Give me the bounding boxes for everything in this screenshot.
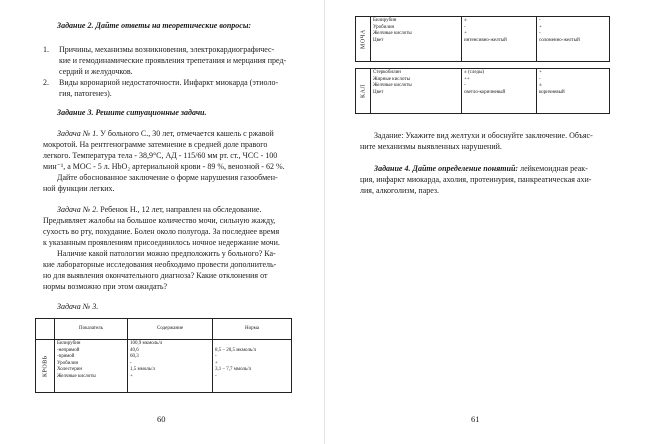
stool-col-indicator bbox=[371, 69, 462, 114]
blood-indicator-4: Уробилин bbox=[57, 360, 79, 366]
urine-table-row bbox=[356, 17, 610, 62]
problem1-line-1 bbox=[57, 128, 274, 139]
problem2-line-6: кие лабораторные исследования необходимо провести дополнитель- bbox=[43, 260, 277, 269]
stool-indicator-1: Стеркобилин bbox=[373, 70, 401, 75]
problem2-line-2: Предъявляет жалобы на большое количество мочи, сильную жажду, bbox=[43, 216, 276, 225]
blood-table-corner bbox=[36, 319, 55, 340]
blood-table bbox=[35, 318, 292, 393]
blood-content-1: 100,9 мкмоль/л bbox=[130, 341, 163, 346]
stool-norm-2: - bbox=[539, 76, 541, 82]
stool-norm-1: + bbox=[539, 70, 542, 75]
blood-table-header-indicator: Показатель bbox=[55, 319, 128, 340]
urine-col-indicator bbox=[371, 17, 462, 62]
page-right bbox=[325, 0, 650, 444]
problem1-line-4: мин⁻¹, а МОС - 5 л. HbO₂ артериальной крови - 89 %, венозной - 62 %. bbox=[43, 162, 285, 171]
blood-table-header-norm: Норма bbox=[213, 319, 292, 340]
problem2-line-1 bbox=[57, 204, 261, 215]
blood-indicator-1: Билирубин bbox=[57, 341, 81, 346]
urine-content-4: интенсивно-желтый bbox=[464, 37, 507, 43]
stool-col-content bbox=[462, 69, 537, 114]
task4-line-3: лия, алкоголизм, парез. bbox=[360, 186, 440, 195]
task4-line-2: ция, инфаркт миокарда, ахолия, протеинурия, панкреатическая ахи- bbox=[360, 175, 592, 184]
instruction-line-2: ните механизмы выявленных нарушений. bbox=[360, 142, 502, 151]
stool-norm-3: ± bbox=[539, 83, 542, 88]
blood-col-content bbox=[128, 340, 213, 393]
blood-norm-5: 3,1 – 7,7 ммоль/л bbox=[215, 367, 252, 372]
task4-title: Задание 4. Дайте определение понятий: bbox=[374, 164, 519, 173]
task2-item-1-number: 1. bbox=[43, 45, 49, 54]
stool-group-label: КАЛ bbox=[356, 69, 371, 114]
problem2-line-5: Наличие какой патологии можно предположить у больного? Ка- bbox=[57, 249, 276, 258]
blood-indicator-3: -прямой bbox=[57, 354, 75, 359]
problem2-line-3: сухость во рту, похудание. Болен около полугода. За последнее время bbox=[43, 227, 280, 236]
problem1-line-5: Дайте обоснованное заключение о форме нарушения газообмен- bbox=[57, 173, 278, 182]
urine-col-norm bbox=[537, 17, 610, 62]
stool-indicator-4: Цвет bbox=[373, 89, 384, 95]
blood-norm-2: 8,5 – 20,5 мкмоль/л bbox=[215, 347, 257, 353]
urine-norm-4: соломенно-желтый bbox=[539, 37, 580, 43]
urine-indicator-1: Билирубин bbox=[373, 18, 397, 23]
stool-content-3: - bbox=[464, 83, 466, 88]
problem1-line-3: легкого. Температура тела - 38,9°С, АД - 115/60 мм рт. ст., ЧСС - 100 bbox=[43, 151, 278, 160]
problem1-label: Задача № 1. bbox=[57, 129, 99, 138]
task2-item-1-line-1: Причины, механизмы возникновения, электрокардиографичес- bbox=[59, 45, 275, 54]
stool-indicator-2: Жирные кислоты bbox=[373, 76, 410, 82]
blood-content-2: 40,6 bbox=[130, 347, 139, 353]
stool-table bbox=[355, 68, 610, 114]
page-number-left: 60 bbox=[157, 414, 166, 424]
stool-content-4: светло-коричневый bbox=[464, 89, 506, 95]
urine-norm-1: - bbox=[539, 18, 541, 23]
urine-content-1: ± bbox=[464, 18, 467, 23]
blood-content-5: 1,5 ммоль/л bbox=[130, 367, 155, 372]
problem1-line-2: мокротой. На рентгенограмме затемнение в средней доле правого bbox=[43, 140, 268, 149]
blood-col-indicator bbox=[55, 340, 128, 393]
urine-indicator-3: Желчные кислоты bbox=[373, 31, 412, 36]
stool-indicator-3: Желчные кислоты bbox=[373, 83, 412, 88]
stool-table-row bbox=[356, 69, 610, 114]
stool-content-2: ++ bbox=[464, 76, 470, 82]
problem2-line-8: нормы возможно при этом ожидать? bbox=[43, 282, 168, 291]
blood-table-header-content: Содержание bbox=[128, 319, 213, 340]
stool-col-norm bbox=[537, 69, 610, 114]
blood-table-header-row bbox=[36, 319, 292, 340]
blood-indicator-6: Желчные кислоты bbox=[57, 373, 96, 379]
blood-table-body-row bbox=[36, 340, 292, 393]
blood-indicator-2: -непрямой bbox=[57, 347, 80, 353]
urine-indicator-2: Уробилин bbox=[373, 24, 395, 30]
task2-item-2-line-2: гия, патогенез). bbox=[59, 89, 112, 98]
task2-item-1-line-2: кие и гемодинамические проявления трепетания и мерцания пред- bbox=[59, 56, 287, 65]
blood-content-3: 60,3 bbox=[130, 354, 139, 359]
instruction-line-1: Задание: Укажите вид желтухи и обоснуйте заключение. Объяс- bbox=[374, 131, 593, 140]
problem2-line-1-text: Ребенок Н., 12 лет, направлен на обследование. bbox=[98, 205, 262, 214]
page-number-right: 61 bbox=[471, 414, 480, 424]
task4-line-1 bbox=[374, 163, 588, 174]
task2-item-1-line-3: сердий и желудочков. bbox=[59, 67, 133, 76]
problem2-line-7: но для выявления окончательного диагноза? Какие отклонения от bbox=[43, 271, 268, 280]
urine-col-content bbox=[462, 17, 537, 62]
task2-item-2-number: 2. bbox=[43, 78, 49, 87]
stool-norm-4: коричневый bbox=[539, 89, 565, 95]
urine-group-label: МОЧА bbox=[356, 17, 371, 62]
blood-norm-6: - bbox=[215, 373, 217, 379]
blood-group-label: КРОВЬ bbox=[36, 340, 55, 393]
blood-norm-4: + bbox=[215, 360, 218, 366]
urine-indicator-4: Цвет bbox=[373, 37, 384, 43]
urine-content-2: - bbox=[464, 24, 466, 30]
blood-col-norm bbox=[213, 340, 292, 393]
blood-content-4: - bbox=[130, 360, 132, 366]
task3-title: Задание 3. Решите ситуационные задачи. bbox=[57, 108, 207, 117]
task2-item-2-line-1: Виды коронарной недостаточности. Инфаркт миокарда (этиоло- bbox=[59, 78, 279, 87]
task2-title: Задание 2. Дайте ответы на теоретические вопросы: bbox=[57, 21, 252, 30]
urine-table bbox=[355, 16, 610, 62]
urine-norm-2: + bbox=[539, 24, 542, 30]
problem2-line-4: к указанным проявлениям присоединилось ночное недержание мочи. bbox=[43, 238, 280, 247]
problem2-label: Задача № 2. bbox=[57, 205, 99, 214]
urine-content-3: + bbox=[464, 31, 467, 36]
problem1-line-1-text: У больного С., 30 лет, отмечается кашель с ржавой bbox=[98, 129, 274, 138]
stool-content-1: ± (следы) bbox=[464, 70, 485, 75]
blood-content-6: + bbox=[130, 373, 133, 379]
task4-line-1-text: лейкемоидная реак- bbox=[518, 164, 588, 173]
blood-norm-3: - bbox=[215, 354, 217, 359]
blood-indicator-5: Холестерин bbox=[57, 367, 83, 372]
problem1-line-6: ной функции легких. bbox=[43, 184, 115, 193]
urine-norm-3: - bbox=[539, 31, 541, 36]
problem3-label: Задача № 3. bbox=[57, 302, 99, 311]
